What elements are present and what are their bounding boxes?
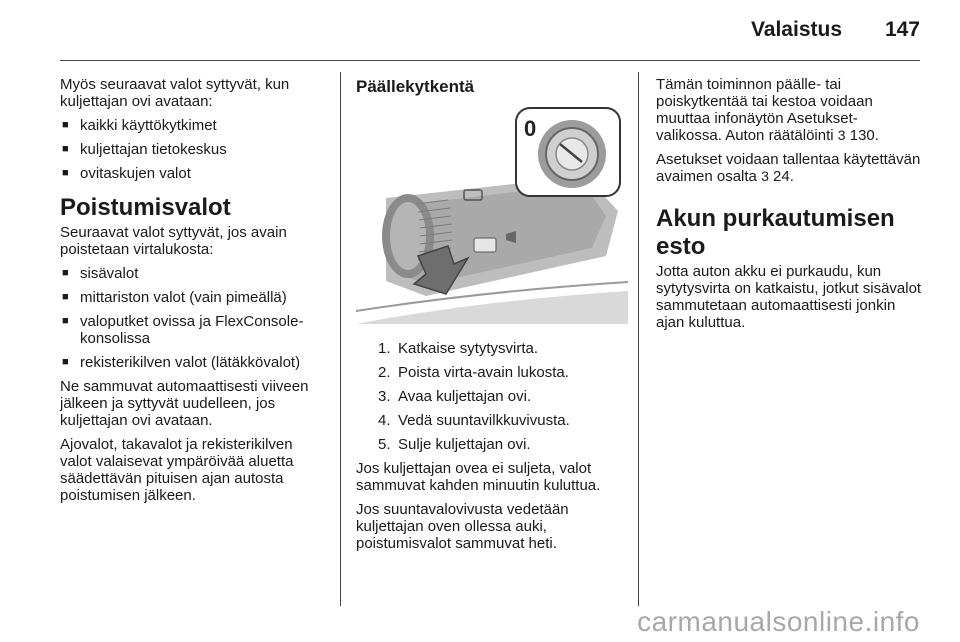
column-divider bbox=[340, 72, 341, 606]
step-text: Katkaise sytytysvirta. bbox=[398, 340, 539, 357]
paragraph bbox=[656, 76, 922, 144]
turn-signal-lever-illustration bbox=[356, 106, 628, 324]
step-number: 1. bbox=[378, 340, 391, 357]
list-item: ■ valoputket ovissa ja FlexConsole-konsolissa bbox=[60, 313, 328, 347]
list-item bbox=[356, 436, 628, 453]
paragraph: Jos suuntavalovivusta vedetään kuljettajan oven ollessa auki, poistumisvalot sammuvat heti. bbox=[356, 501, 569, 552]
ignition-position-label: 0 bbox=[524, 116, 537, 141]
steps-list bbox=[356, 340, 628, 453]
page-reference-icon: 3 bbox=[837, 127, 846, 143]
column-divider bbox=[638, 72, 639, 606]
subsection-heading: Päällekytkentä bbox=[356, 77, 475, 96]
step-text: Vedä suuntavilkkuvivusta. bbox=[398, 412, 570, 429]
step-number: 2. bbox=[378, 364, 391, 381]
list-item: ■ sisävalot bbox=[60, 265, 328, 282]
list-item bbox=[356, 412, 628, 429]
page-number: 147 bbox=[884, 18, 920, 41]
intro-paragraph: Myös seuraavat valot syttyvät, kun kuljettajan ovi avataan: bbox=[60, 76, 290, 110]
right-column bbox=[656, 76, 922, 338]
list-item: ■ mittariston valot (vain pimeällä) bbox=[60, 289, 328, 306]
list-item bbox=[356, 388, 628, 405]
page-reference-link[interactable]: 24. bbox=[773, 168, 794, 185]
lights-list bbox=[60, 265, 328, 371]
header-divider bbox=[60, 60, 920, 61]
paragraph: Ajovalot, takavalot ja rekisterikilven valot valaisevat ympäröivää aluetta säädettävän pituisen ajan autosta poistumisen jälkeen. bbox=[60, 436, 294, 504]
intro-list bbox=[60, 117, 328, 182]
paragraph: Seuraavat valot syttyvät, jos avain poistetaan virtalukosta: bbox=[60, 224, 287, 258]
step-text: Avaa kuljettajan ovi. bbox=[398, 388, 532, 405]
list-item: ■ kaikki käyttökytkimet bbox=[60, 117, 328, 134]
step-number: 3. bbox=[378, 388, 391, 405]
watermark: carmanualsonline.info bbox=[637, 606, 920, 637]
step-text: Poista virta-avain lukosta. bbox=[398, 364, 569, 381]
list-item bbox=[356, 364, 628, 381]
chapter-title: Valaistus bbox=[750, 18, 842, 41]
paragraph-text: Asetukset voidaan tallentaa käytettävän avaimen osalta bbox=[656, 151, 921, 185]
list-item bbox=[356, 340, 628, 357]
paragraph: Ne sammuvat automaattisesti viiveen jälkeen ja syttyvät uudelleen, jos kuljettajan ovi avataan. bbox=[60, 378, 309, 429]
step-number: 5. bbox=[378, 436, 391, 453]
paragraph bbox=[656, 151, 922, 185]
middle-column bbox=[356, 76, 628, 559]
left-column bbox=[60, 76, 328, 511]
list-item: ■ rekisterikilven valot (lätäkkövalot) bbox=[60, 354, 328, 371]
section-heading: Poistumisvalot bbox=[60, 194, 231, 221]
paragraph: Jos kuljettajan ovea ei suljeta, valot sammuvat kahden minuutin kuluttua. bbox=[356, 460, 601, 494]
section-heading: Akun purkautumisen esto bbox=[656, 205, 895, 260]
paragraph: Jotta auton akku ei purkaudu, kun sytytysvirta on katkaistu, jotkut sisävalot sammutetaan automaattisesti jonkin ajan kuluttua. bbox=[656, 263, 922, 331]
page-reference-link[interactable]: 130. bbox=[849, 127, 879, 144]
paragraph-text: Tämän toiminnon päälle- tai poiskytkentää tai kestoa voidaan muuttaa infonäytön Asetukset-valikossa. Auton räätälöinti bbox=[656, 76, 873, 144]
list-item: ■ ovitaskujen valot bbox=[60, 165, 328, 182]
list-item: ■ kuljettajan tietokeskus bbox=[60, 141, 328, 158]
step-text: Sulje kuljettajan ovi. bbox=[398, 436, 531, 453]
page-reference-icon: 3 bbox=[761, 168, 769, 184]
step-number: 4. bbox=[378, 412, 391, 429]
